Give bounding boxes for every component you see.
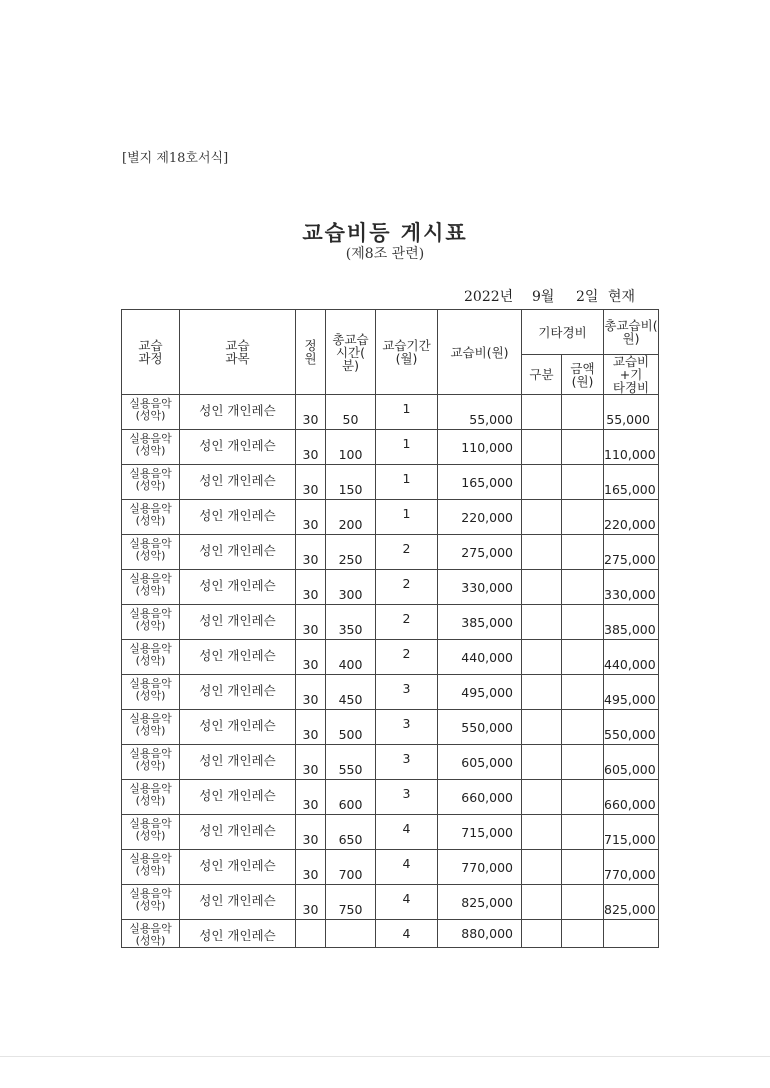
date-day: 2일 xyxy=(576,289,599,305)
cell-total-hours: 400 xyxy=(326,640,376,675)
cell-fee: 55,000 xyxy=(438,395,522,430)
table-row xyxy=(122,780,659,815)
table-row xyxy=(122,605,659,640)
cell-other-amount xyxy=(562,675,604,710)
table-row xyxy=(122,430,659,465)
cell-course: 실용음악 (성악) xyxy=(122,780,180,815)
cell-capacity: 30 xyxy=(296,535,326,570)
cell-total-fee: 385,000 xyxy=(604,605,659,640)
cell-other-type xyxy=(522,430,562,465)
header-other-type: 구분 xyxy=(522,355,562,395)
document-title: 교습비등 게시표 xyxy=(302,221,468,245)
cell-total-fee: 440,000 xyxy=(604,640,659,675)
cell-course: 실용음악 (성악) xyxy=(122,500,180,535)
table-row xyxy=(122,535,659,570)
cell-period: 3 xyxy=(376,675,438,710)
cell-total-fee xyxy=(604,920,659,948)
cell-course: 실용음악 (성악) xyxy=(122,395,180,430)
cell-capacity: 30 xyxy=(296,500,326,535)
cell-total-hours: 700 xyxy=(326,850,376,885)
cell-fee: 605,000 xyxy=(438,745,522,780)
cell-course: 실용음악 (성악) xyxy=(122,465,180,500)
cell-fee: 880,000 xyxy=(438,920,522,948)
cell-total-hours xyxy=(326,920,376,948)
document-subtitle: (제8조 관련) xyxy=(345,246,425,262)
table-row xyxy=(122,395,659,430)
cell-subject: 성인 개인레슨 xyxy=(180,640,296,675)
cell-other-type xyxy=(522,570,562,605)
cell-total-fee: 220,000 xyxy=(604,500,659,535)
cell-period: 2 xyxy=(376,570,438,605)
cell-course: 실용음악 (성악) xyxy=(122,815,180,850)
cell-period: 1 xyxy=(376,500,438,535)
fee-table-body xyxy=(122,395,659,948)
cell-other-type xyxy=(522,885,562,920)
cell-fee: 165,000 xyxy=(438,465,522,500)
header-subject: 교습 과목 xyxy=(180,310,296,395)
cell-period: 4 xyxy=(376,885,438,920)
cell-total-fee: 495,000 xyxy=(604,675,659,710)
cell-other-amount xyxy=(562,920,604,948)
header-other-amount: 금액 (원) xyxy=(562,355,604,395)
cell-other-amount xyxy=(562,465,604,500)
cell-period: 3 xyxy=(376,710,438,745)
cell-other-type xyxy=(522,815,562,850)
cell-subject: 성인 개인레슨 xyxy=(180,745,296,780)
table-row xyxy=(122,815,659,850)
date-month: 9월 xyxy=(532,289,555,305)
cell-course: 실용음악 (성악) xyxy=(122,675,180,710)
cell-capacity: 30 xyxy=(296,850,326,885)
cell-other-type xyxy=(522,675,562,710)
cell-total-hours: 300 xyxy=(326,570,376,605)
header-total-hours: 총교습 시간( 분) xyxy=(326,310,376,395)
cell-fee: 495,000 xyxy=(438,675,522,710)
cell-course: 실용음악 (성악) xyxy=(122,885,180,920)
cell-course: 실용음악 (성악) xyxy=(122,430,180,465)
table-row xyxy=(122,570,659,605)
cell-subject: 성인 개인레슨 xyxy=(180,780,296,815)
cell-course: 실용음악 (성악) xyxy=(122,640,180,675)
table-row xyxy=(122,675,659,710)
cell-course: 실용음악 (성악) xyxy=(122,710,180,745)
header-other-costs: 기타경비 xyxy=(522,310,604,355)
cell-other-amount xyxy=(562,640,604,675)
table-row xyxy=(122,745,659,780)
cell-total-hours: 250 xyxy=(326,535,376,570)
cell-course: 실용음악 (성악) xyxy=(122,850,180,885)
cell-period: 4 xyxy=(376,815,438,850)
table-row xyxy=(122,500,659,535)
header-capacity: 정 원 xyxy=(296,310,326,395)
cell-total-hours: 200 xyxy=(326,500,376,535)
cell-total-hours: 50 xyxy=(326,395,376,430)
cell-course: 실용음악 (성악) xyxy=(122,920,180,948)
cell-fee: 275,000 xyxy=(438,535,522,570)
table-row xyxy=(122,710,659,745)
cell-total-fee: 770,000 xyxy=(604,850,659,885)
cell-capacity: 30 xyxy=(296,885,326,920)
scan-edge-line xyxy=(0,1056,770,1057)
cell-total-hours: 750 xyxy=(326,885,376,920)
cell-total-hours: 550 xyxy=(326,745,376,780)
cell-other-type xyxy=(522,500,562,535)
cell-course: 실용음악 (성악) xyxy=(122,535,180,570)
cell-fee: 825,000 xyxy=(438,885,522,920)
cell-fee: 715,000 xyxy=(438,815,522,850)
cell-total-hours: 150 xyxy=(326,465,376,500)
cell-course: 실용음악 (성악) xyxy=(122,605,180,640)
cell-other-amount xyxy=(562,395,604,430)
cell-period: 4 xyxy=(376,850,438,885)
cell-fee: 110,000 xyxy=(438,430,522,465)
cell-other-type xyxy=(522,710,562,745)
cell-total-fee: 715,000 xyxy=(604,815,659,850)
cell-other-type xyxy=(522,395,562,430)
cell-total-hours: 500 xyxy=(326,710,376,745)
cell-subject: 성인 개인레슨 xyxy=(180,430,296,465)
cell-capacity: 30 xyxy=(296,605,326,640)
cell-total-hours: 650 xyxy=(326,815,376,850)
date-year: 2022년 xyxy=(464,289,514,305)
cell-course: 실용음악 (성악) xyxy=(122,745,180,780)
cell-capacity: 30 xyxy=(296,675,326,710)
cell-other-type xyxy=(522,850,562,885)
cell-period: 1 xyxy=(376,430,438,465)
cell-total-hours: 600 xyxy=(326,780,376,815)
cell-total-fee: 550,000 xyxy=(604,710,659,745)
date-suffix: 현재 xyxy=(608,289,636,305)
cell-total-fee: 660,000 xyxy=(604,780,659,815)
table-row xyxy=(122,920,659,948)
cell-capacity: 30 xyxy=(296,395,326,430)
cell-other-amount xyxy=(562,780,604,815)
cell-subject: 성인 개인레슨 xyxy=(180,710,296,745)
cell-subject: 성인 개인레슨 xyxy=(180,675,296,710)
cell-subject: 성인 개인레슨 xyxy=(180,920,296,948)
cell-period: 2 xyxy=(376,535,438,570)
cell-fee: 385,000 xyxy=(438,605,522,640)
cell-subject: 성인 개인레슨 xyxy=(180,500,296,535)
cell-other-amount xyxy=(562,815,604,850)
cell-other-type xyxy=(522,780,562,815)
cell-capacity: 30 xyxy=(296,570,326,605)
cell-subject: 성인 개인레슨 xyxy=(180,605,296,640)
cell-other-type xyxy=(522,535,562,570)
cell-total-fee: 165,000 xyxy=(604,465,659,500)
cell-other-amount xyxy=(562,885,604,920)
cell-other-amount xyxy=(562,605,604,640)
cell-other-amount xyxy=(562,710,604,745)
cell-fee: 220,000 xyxy=(438,500,522,535)
cell-other-amount xyxy=(562,745,604,780)
table-row xyxy=(122,885,659,920)
cell-period: 2 xyxy=(376,605,438,640)
cell-period: 3 xyxy=(376,745,438,780)
cell-fee: 440,000 xyxy=(438,640,522,675)
header-total-fee-sub: 교습비+기 타경비 xyxy=(604,355,659,395)
header-period: 교습기간 (월) xyxy=(376,310,438,395)
cell-subject: 성인 개인레슨 xyxy=(180,885,296,920)
cell-period: 2 xyxy=(376,640,438,675)
cell-period: 1 xyxy=(376,465,438,500)
cell-other-type xyxy=(522,640,562,675)
cell-other-amount xyxy=(562,535,604,570)
cell-total-hours: 450 xyxy=(326,675,376,710)
cell-total-hours: 100 xyxy=(326,430,376,465)
cell-period: 3 xyxy=(376,780,438,815)
cell-other-amount xyxy=(562,850,604,885)
cell-total-fee: 275,000 xyxy=(604,535,659,570)
cell-total-fee: 55,000 xyxy=(604,395,659,430)
cell-period: 4 xyxy=(376,920,438,948)
cell-total-fee: 605,000 xyxy=(604,745,659,780)
cell-total-fee: 110,000 xyxy=(604,430,659,465)
form-label: [별지 제18호서식] xyxy=(122,151,229,166)
cell-other-amount xyxy=(562,430,604,465)
cell-capacity xyxy=(296,920,326,948)
cell-subject: 성인 개인레슨 xyxy=(180,535,296,570)
table-row xyxy=(122,465,659,500)
cell-fee: 330,000 xyxy=(438,570,522,605)
header-course: 교습 과정 xyxy=(122,310,180,395)
cell-other-amount xyxy=(562,570,604,605)
cell-capacity: 30 xyxy=(296,745,326,780)
header-fee: 교습비(원) xyxy=(438,310,522,395)
cell-other-type xyxy=(522,465,562,500)
cell-other-type xyxy=(522,745,562,780)
cell-period: 1 xyxy=(376,395,438,430)
cell-subject: 성인 개인레슨 xyxy=(180,815,296,850)
cell-subject: 성인 개인레슨 xyxy=(180,570,296,605)
cell-total-fee: 825,000 xyxy=(604,885,659,920)
cell-other-type xyxy=(522,605,562,640)
cell-capacity: 30 xyxy=(296,815,326,850)
fee-table xyxy=(121,309,659,948)
cell-course: 실용음악 (성악) xyxy=(122,570,180,605)
cell-subject: 성인 개인레슨 xyxy=(180,395,296,430)
cell-fee: 660,000 xyxy=(438,780,522,815)
cell-fee: 550,000 xyxy=(438,710,522,745)
cell-subject: 성인 개인레슨 xyxy=(180,465,296,500)
cell-other-amount xyxy=(562,500,604,535)
table-row xyxy=(122,850,659,885)
cell-fee: 770,000 xyxy=(438,850,522,885)
cell-capacity: 30 xyxy=(296,430,326,465)
cell-capacity: 30 xyxy=(296,710,326,745)
cell-subject: 성인 개인레슨 xyxy=(180,850,296,885)
cell-capacity: 30 xyxy=(296,465,326,500)
cell-total-hours: 350 xyxy=(326,605,376,640)
cell-capacity: 30 xyxy=(296,780,326,815)
header-total-fee: 총교습비( 원) xyxy=(604,310,659,355)
table-row xyxy=(122,640,659,675)
cell-other-type xyxy=(522,920,562,948)
cell-capacity: 30 xyxy=(296,640,326,675)
cell-total-fee: 330,000 xyxy=(604,570,659,605)
